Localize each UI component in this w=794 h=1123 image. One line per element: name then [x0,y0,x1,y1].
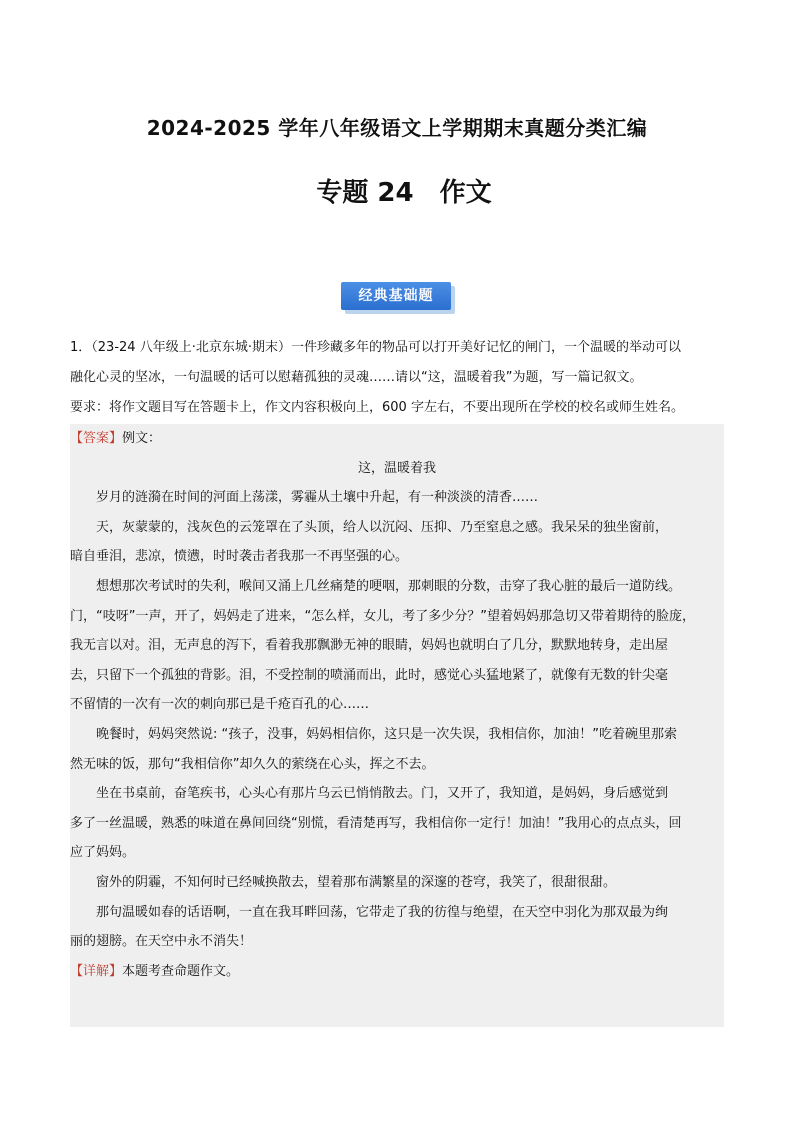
essay-title: 这，温暖着我 [357,460,436,476]
essay-line: 丽的翅膀。在天空中永不消失！ [70,934,253,950]
topic-title: 专题 24 作文 [316,178,492,208]
essay-line: 门，“吱呀”一声，开了，妈妈走了进来，“怎么样，女儿，考了多少分？”望着妈妈那急切又带着期待的脸庞， [70,608,695,624]
essay-line: 多了一丝温暖，熟悉的味道在鼻间回绕“别慌，看清楚再写，我相信你一定行！加油！”我用心的点点头，回 [70,815,682,831]
answer-tag: 【答案】 [70,431,123,446]
essay-line: 岁月的涟漪在时间的河面上荡漾，雾霾从土壤中升起，有一种淡淡的清香…… [96,490,539,506]
essay-line: 然无味的饭，那句“我相信你”却久久的萦绕在心头，挥之不去。 [70,756,435,772]
essay-line: 我无言以对。泪，无声息的泻下，看着我那飘渺无神的眼睛，妈妈也就明白了几分，默默地转身，走出屋 [70,638,669,654]
answer-header [70,424,724,454]
essay-line: 晚餐时，妈妈突然说: “孩子，没事，妈妈相信你，这只是一次失误，我相信你，加油！”吃着碗里那索 [96,726,677,742]
essay-line: 想想那次考试时的失利，喉间又涌上几丝痛楚的哽咽，那刺眼的分数，击穿了我心脏的最后一道防线。 [96,578,682,594]
question-requirement: 要求：将作文题目写在答题卡上，作文内容积极向上，600 字左右，不要出现所在学校的校名或师生姓名。 [70,400,684,415]
answer-box [70,424,724,1027]
question-line-2: 融化心灵的坚冰，一句温暖的话可以慰藉孤独的灵魂……请以“这，温暖着我”为题，写一篇记叙文。 [70,370,643,385]
essay-line: 应了妈妈。 [70,845,136,861]
question-source: （23-24 八年级上·北京东城·期末） [91,340,291,355]
answer-intro: 例文： [122,431,162,446]
question-line-1 [70,333,735,363]
essay-line: 坐在书桌前，奋笔疾书，心头心有那片乌云已悄悄散去。门，又开了，我知道，是妈妈，身后感觉到 [96,786,669,802]
detail-line [70,957,724,987]
detail-tag: 【详解】 [70,963,123,979]
essay-line: 暗自垂泪，悲凉，愤懑，时时袭击者我那一不再坚强的心。 [70,549,409,565]
question-prompt-start: 一件珍藏多年的物品可以打开美好记忆的闸门，一个温暖的举动可以 [290,340,681,355]
essay-line: 窗外的阴霾，不知何时已经喊换散去，望着那布满繁星的深邃的苍穹，我笑了，很甜很甜。 [96,874,617,890]
essay-line: 不留情的一次有一次的刺向那已是千疮百孔的心…… [70,697,370,713]
essay-line: 那句温暖如春的话语啊，一直在我耳畔回荡，它带走了我的彷徨与绝望，在天空中羽化为那双最为绚 [96,904,669,920]
section-badge-label: 经典基础题 [341,282,451,310]
question-block [70,333,735,423]
document-title: 2024-2025 学年八年级语文上学期期末真题分类汇编 [146,116,648,140]
detail-text: 本题考查命题作文。 [122,963,240,979]
essay-line: 天，灰蒙蒙的，浅灰色的云笼罩在了头顶，给人以沉闷、压抑、乃至窒息之感。我呆呆的独坐窗前， [96,519,669,535]
question-number: 1． [70,340,92,355]
essay-line: 去，只留下一个孤独的背影。泪，不受控制的喷涌而出，此时，感觉心头猛地紧了，就像有无数的针尖毫 [70,667,669,683]
section-badge [341,282,455,314]
